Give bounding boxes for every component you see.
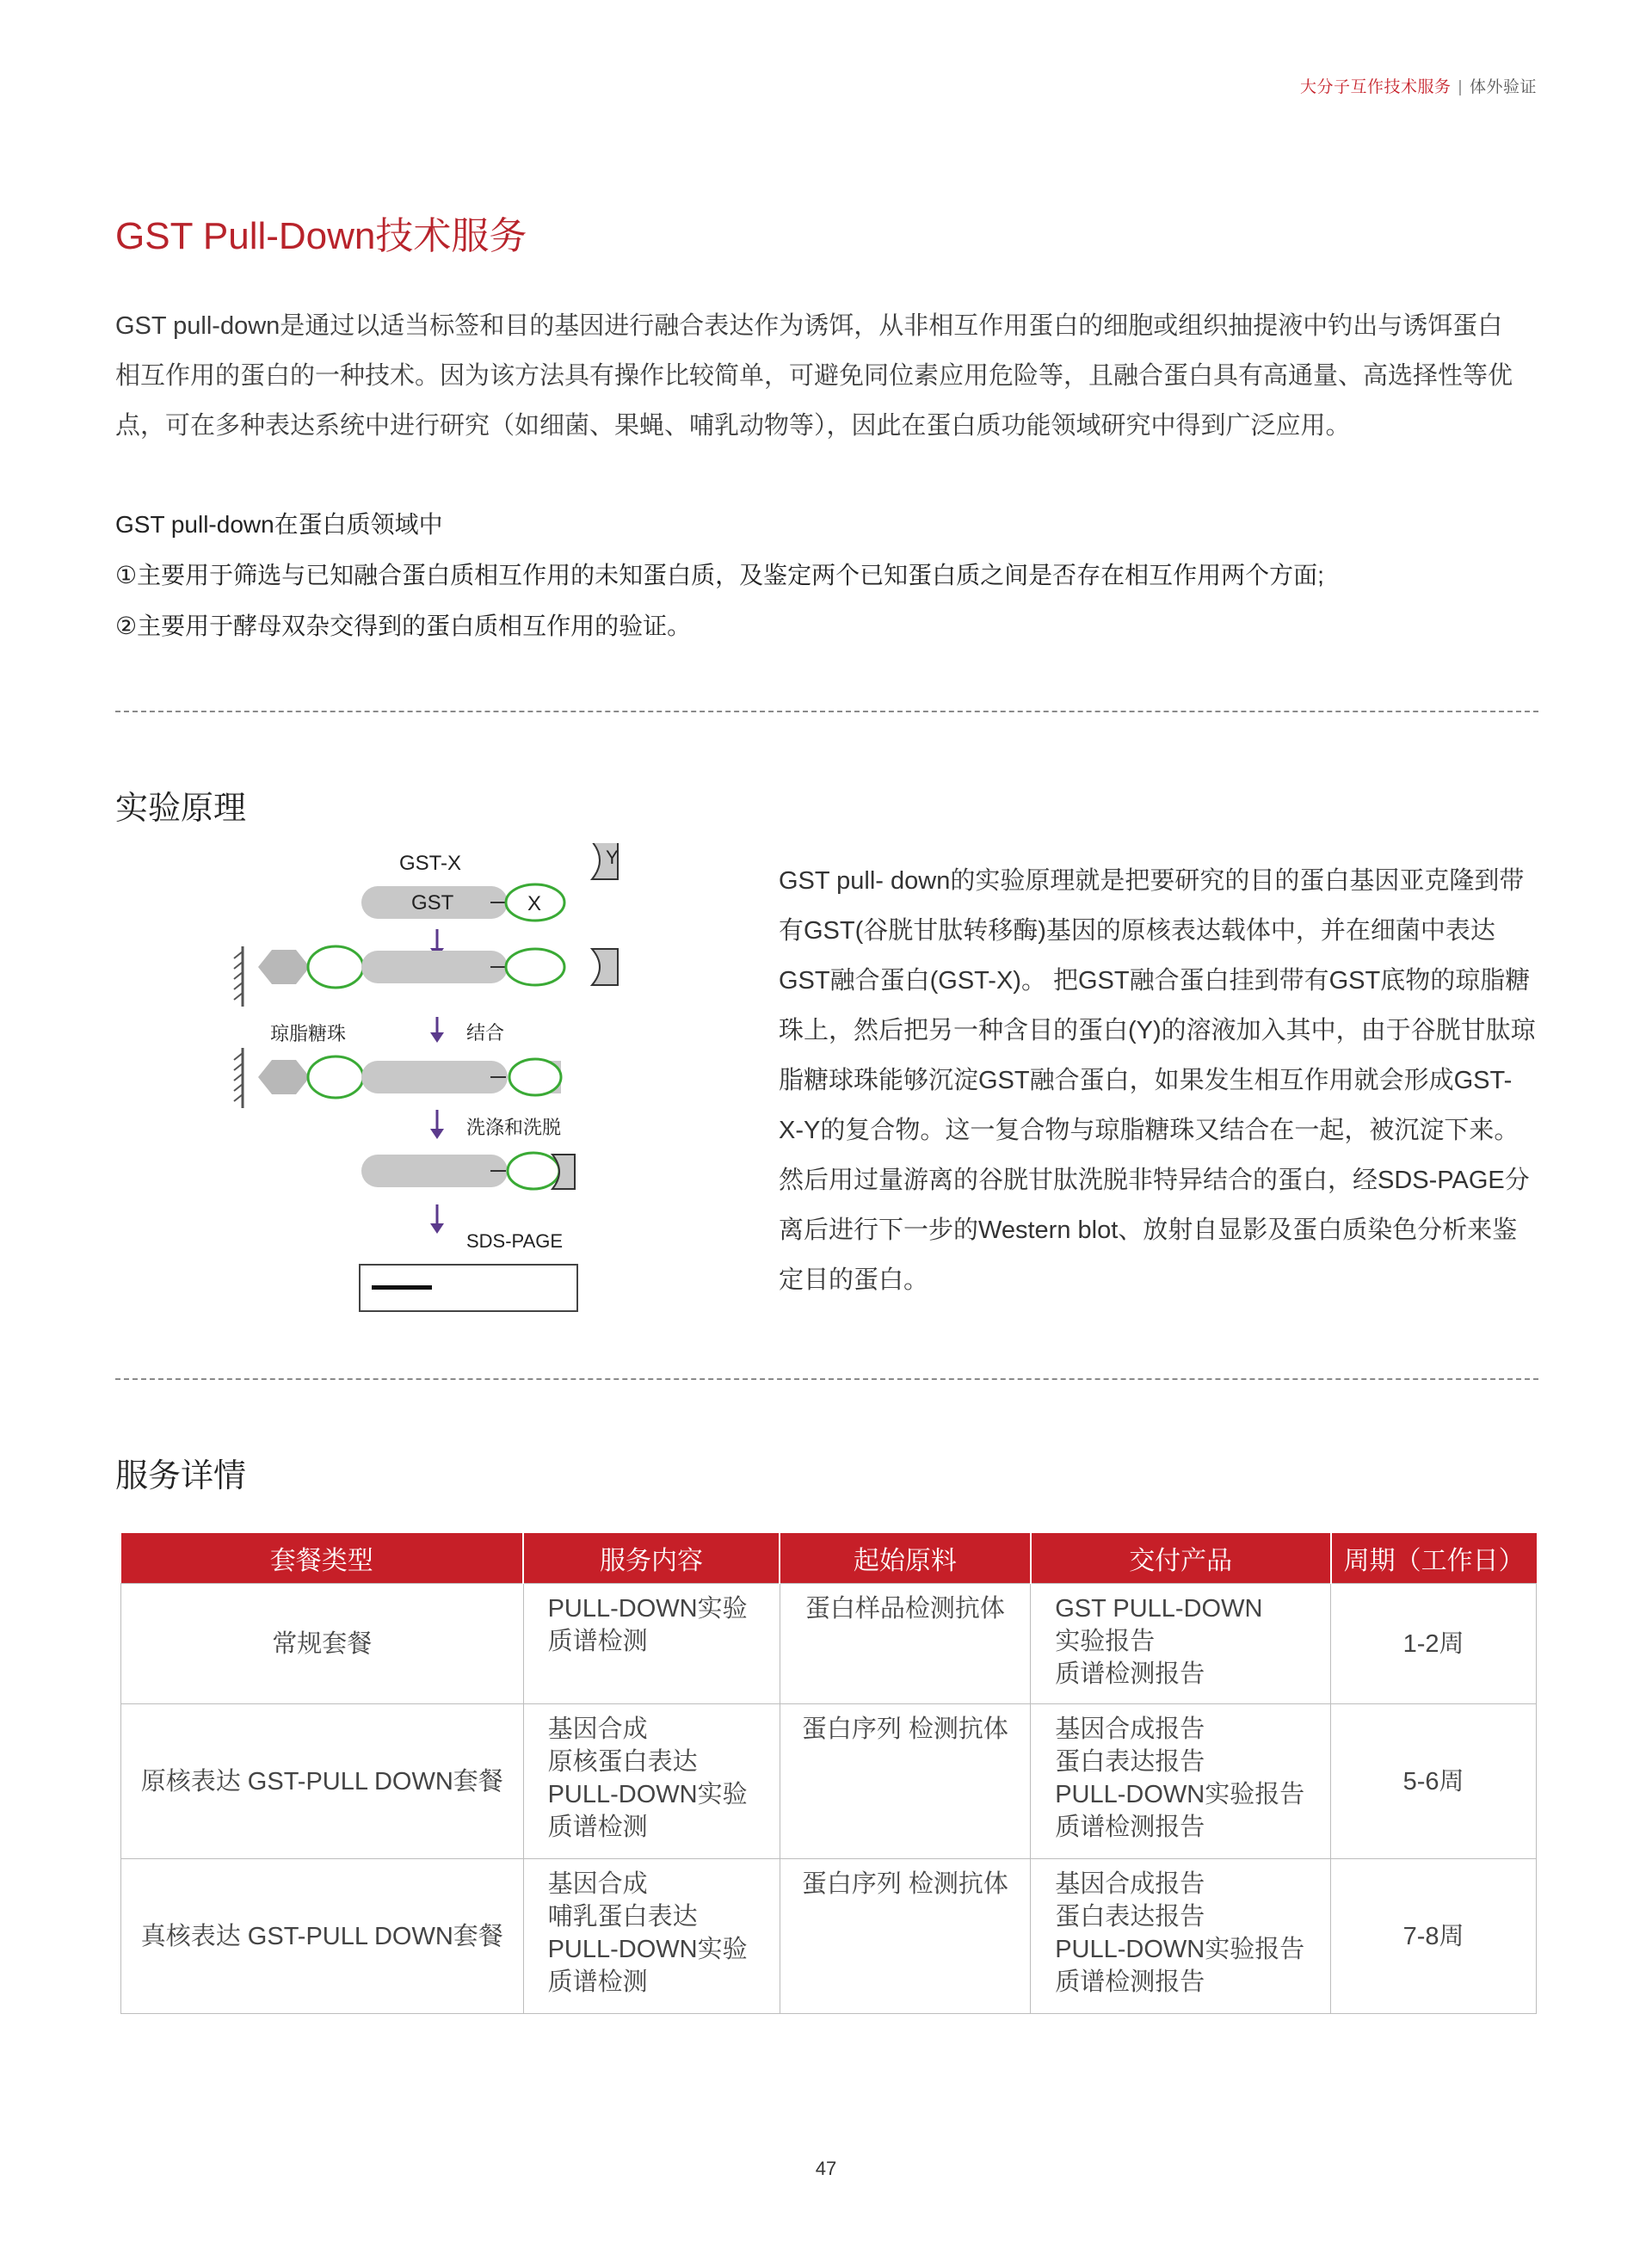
diagram-label-sds: SDS-PAGE <box>466 1230 564 1252</box>
deliverable-line: 蛋白表达报告 <box>1055 1748 1205 1776</box>
gst-bar-row2 <box>361 1061 508 1093</box>
gst-substrate-2 <box>308 1056 363 1098</box>
cell-material: 蛋白序列 检测抗体 <box>780 1859 1031 2014</box>
header-section: 大分子互作技术服务 <box>1300 78 1452 96</box>
content-line: 哺乳蛋白表达 <box>547 1903 698 1931</box>
uses-heading: GST pull-down在蛋白质领域中 <box>115 511 443 538</box>
protein-x-eluted <box>508 1153 559 1189</box>
uses-item-1: ①主要用于筛选与已知融合蛋白质相互作用的未知蛋白质，及鉴定两个已知蛋白质之间是否存在相互作用两个方面; <box>115 562 1324 588</box>
section-divider <box>115 711 1538 712</box>
col-header-material: 起始原料 <box>780 1533 1031 1584</box>
cell-material: 蛋白序列 检测抗体 <box>780 1704 1031 1859</box>
protein-x-row2 <box>509 1059 561 1095</box>
deliverable-line: 质谱检测报告 <box>1055 1968 1205 1996</box>
content-line: 质谱检测 <box>547 1628 648 1655</box>
service-table <box>120 1533 1537 2014</box>
table-row <box>121 1859 1537 2014</box>
content-line: 基因合成 <box>547 1715 648 1743</box>
table-row <box>121 1704 1537 1859</box>
deliverable-line: 基因合成报告 <box>1055 1870 1205 1898</box>
header-separator: | <box>1458 78 1463 96</box>
table-header-row <box>121 1533 1537 1584</box>
cell-deliverables <box>1031 1704 1331 1859</box>
arrow-3-head <box>430 1129 444 1139</box>
protein-y-row1 <box>592 949 618 985</box>
uses-block <box>115 499 1324 651</box>
gel-band <box>372 1285 432 1290</box>
cell-period: 5-6周 <box>1331 1704 1537 1859</box>
content-line: PULL-DOWN实验 <box>547 1595 748 1623</box>
cell-type: 真核表达 GST-PULL DOWN套餐 <box>121 1859 524 2014</box>
page-title: GST Pull-Down技术服务 <box>115 215 527 257</box>
diagram-label-y: Y <box>606 847 619 868</box>
diagram-label-beads: 琼脂糖珠 <box>270 1023 347 1044</box>
cell-period: 1-2周 <box>1331 1584 1537 1704</box>
diagram-label-wash: 洗涤和洗脱 <box>466 1117 562 1138</box>
cell-type: 原核表达 GST-PULL DOWN套餐 <box>121 1704 524 1859</box>
principle-heading: 实验原理 <box>115 791 247 827</box>
col-header-period: 周期（工作日） <box>1331 1533 1537 1584</box>
diagram-label-gstx: GST-X <box>399 852 462 875</box>
arrow-2-head <box>430 1032 444 1043</box>
principle-paragraph: GST pull- down的实验原理就是把要研究的目的蛋白基因亚克隆到带有GST(谷胱甘肽转移酶)基因的原核表达载体中，并在细菌中表达GST融合蛋白(GST-X)。 把GST融合蛋白挂到带有GST底物的琼脂糖珠上，然后把另一种含目的蛋白(Y)的溶液加入其中，由于谷胱甘肽琼脂糖球珠能够沉淀GST融合蛋白，如果发生相互作用就会形成GST-X-Y的复合物。这一复合物与琼脂糖珠又结合在一起，被沉淀下来。然后用过量游离的谷胱甘肽洗脱非特异结合的蛋白，经SDS-PAGE分离后进行下一步的Western blot、放射自显影及蛋白质染色分析来鉴定目的蛋白。 <box>779 867 1536 1294</box>
intro-paragraph <box>115 301 1526 451</box>
gst-bar-eluted <box>361 1155 508 1187</box>
table-row <box>121 1584 1537 1704</box>
cell-deliverables <box>1031 1859 1331 2014</box>
cell-content <box>523 1859 780 2014</box>
cell-deliverables <box>1031 1584 1331 1704</box>
page-header <box>1300 74 1537 97</box>
cell-period: 7-8周 <box>1331 1859 1537 2014</box>
protein-x-row1 <box>506 949 564 985</box>
content-line: PULL-DOWN实验 <box>547 1936 748 1963</box>
content-line: PULL-DOWN实验 <box>547 1781 748 1808</box>
deliverable-line: 基因合成报告 <box>1055 1715 1205 1743</box>
col-header-type: 套餐类型 <box>121 1533 524 1584</box>
content-line: 质谱检测 <box>547 1968 648 1996</box>
deliverable-line: PULL-DOWN实验报告 <box>1055 1936 1305 1963</box>
content-line: 原核蛋白表达 <box>547 1748 698 1776</box>
service-heading: 服务详情 <box>115 1458 247 1494</box>
diagram-label-bind: 结合 <box>466 1022 505 1044</box>
cell-content <box>523 1584 780 1704</box>
uses-item-2: ②主要用于酵母双杂交得到的蛋白质相互作用的验证。 <box>115 613 692 639</box>
deliverable-line: 蛋白表达报告 <box>1055 1903 1205 1931</box>
diagram-label-gst: GST <box>411 891 454 915</box>
cell-material: 蛋白样品检测抗体 <box>780 1584 1031 1704</box>
deliverable-line: GST PULL-DOWN <box>1055 1595 1263 1623</box>
deliverable-line: 质谱检测报告 <box>1055 1814 1205 1841</box>
section-divider-2 <box>115 1378 1538 1380</box>
content-line: 质谱检测 <box>547 1814 648 1841</box>
gst-substrate-1 <box>308 946 363 988</box>
agarose-bead-1 <box>258 950 310 984</box>
content-line: 基因合成 <box>547 1870 648 1898</box>
col-header-content: 服务内容 <box>523 1533 780 1584</box>
page-number: 47 <box>815 2158 837 2179</box>
cell-content <box>523 1704 780 1859</box>
arrow-4-head <box>430 1223 444 1234</box>
col-header-deliverables: 交付产品 <box>1031 1533 1331 1584</box>
header-subsection: 体外验证 <box>1469 78 1537 96</box>
intro-text: GST pull-down是通过以适当标签和目的基因进行融合表达作为诱饵，从非相互作用蛋白的细胞或组织抽提液中钓出与诱饵蛋白相互作用的蛋白的一种技术。因为该方法具有操作比较简单，可避免同位素应用危险等，且融合蛋白具有高通量、高选择性等优点，可在多种表达系统中进行研究（如细菌、果蝇、哺乳动物等），因此在蛋白质功能领域研究中得到广泛应用。 <box>115 312 1513 440</box>
deliverable-line: 质谱检测报告 <box>1055 1660 1205 1688</box>
agarose-bead-2 <box>258 1060 310 1094</box>
gst-pulldown-diagram <box>232 843 714 1325</box>
diagram-label-x: X <box>527 892 542 915</box>
deliverable-line: 实验报告 <box>1055 1628 1156 1655</box>
cell-type: 常规套餐 <box>121 1584 524 1704</box>
deliverable-line: PULL-DOWN实验报告 <box>1055 1781 1305 1808</box>
gst-bar-row1 <box>361 951 508 983</box>
